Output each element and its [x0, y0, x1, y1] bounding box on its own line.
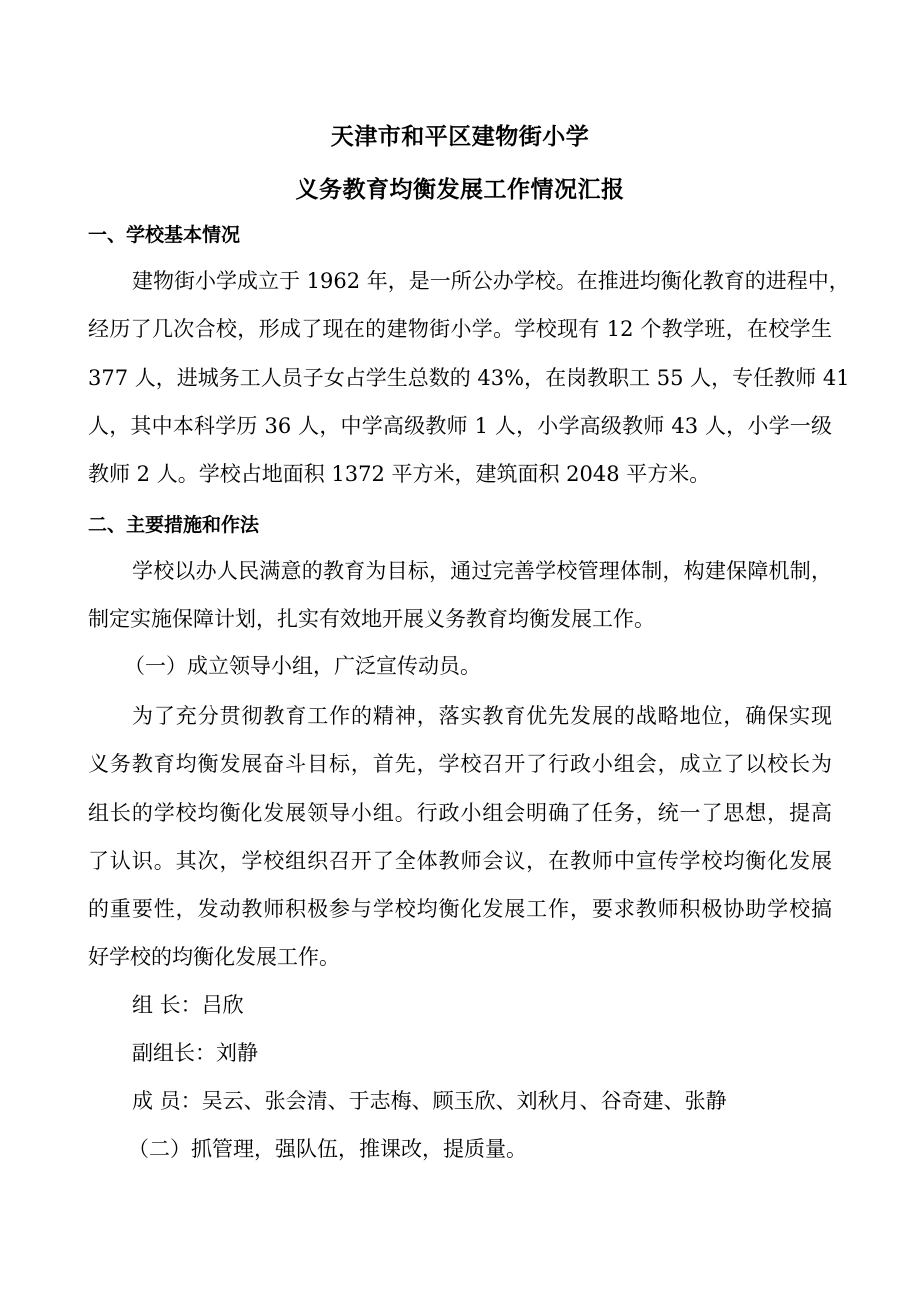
subsection2-title: （二）抓管理，强队伍，推课改，提质量。	[128, 1137, 527, 1161]
section1-paragraph-line: 377 人，进城务工人员子女占学生总数的 43%，在岗教职工 55 人，专任教师 41	[88, 366, 850, 390]
section1-paragraph-line: 教师 2 人。学校占地面积 1372 平方米，建筑面积 2048 平方米。	[88, 462, 711, 486]
subsection1-title: （一）成立领导小组，广泛宣传动员。	[124, 654, 481, 678]
document-title-line2: 义务教育均衡发展工作情况汇报	[295, 177, 625, 203]
group-leader: 组 长：吕欣	[132, 993, 244, 1017]
subsection1-paragraph-line: 的重要性，发动教师积极参与学校均衡化发展工作，要求教师积极协助学校搞	[88, 897, 832, 921]
group-deputy-leader: 副组长：刘静	[132, 1041, 258, 1065]
section1-paragraph-line: 经历了几次合校，形成了现在的建物街小学。学校现有 12 个教学班，在校学生	[88, 317, 832, 341]
subsection1-paragraph-line: 为了充分贯彻教育工作的精神，落实教育优先发展的战略地位，确保实现	[132, 704, 832, 728]
section1-paragraph-line: 建物街小学成立于 1962 年，是一所公办学校。在推进均衡化教育的进程中，	[132, 269, 850, 293]
section2-intro-line: 学校以办人民满意的教育为目标，通过完善学校管理体制，构建保障机制，	[132, 559, 832, 583]
section1-heading: 一、学校基本情况	[88, 224, 241, 246]
section2-intro-line: 制定实施保障计划，扎实有效地开展义务教育均衡发展工作。	[88, 607, 655, 631]
group-members: 成 员：吴云、张会清、于志梅、顾玉欣、刘秋月、谷奇建、张静	[132, 1089, 727, 1113]
document-title-line1: 天津市和平区建物街小学	[330, 124, 590, 150]
subsection1-paragraph-line: 组长的学校均衡化发展领导小组。行政小组会明确了任务，统一了思想，提高	[88, 801, 832, 825]
subsection1-paragraph-line: 好学校的均衡化发展工作。	[88, 945, 340, 969]
subsection1-paragraph-line: 义务教育均衡发展奋斗目标，首先，学校召开了行政小组会，成立了以校长为	[88, 752, 832, 776]
section1-paragraph-line: 人，其中本科学历 36 人，中学高级教师 1 人，小学高级教师 43 人，小学一级	[88, 414, 832, 438]
section2-heading: 二、主要措施和作法	[88, 514, 260, 536]
subsection1-paragraph-line: 了认识。其次，学校组织召开了全体教师会议，在教师中宣传学校均衡化发展	[88, 849, 832, 873]
